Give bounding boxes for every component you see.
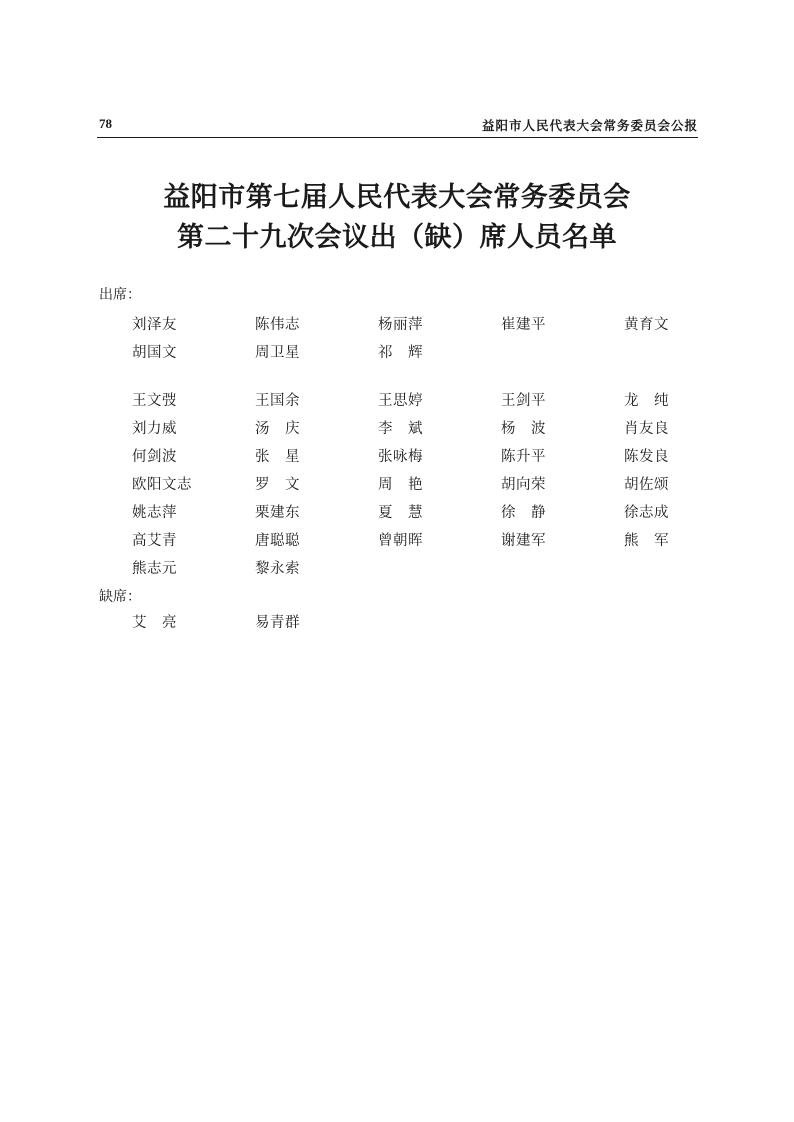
present-section-label: 出席： bbox=[99, 287, 141, 303]
attendee-name: 陈升平 bbox=[501, 448, 546, 465]
attendee-name: 胡国文 bbox=[132, 344, 177, 361]
attendee-name: 陈伟志 bbox=[255, 316, 300, 333]
attendee-name: 祁 辉 bbox=[378, 344, 423, 361]
absent-section-label: 缺席： bbox=[99, 589, 141, 605]
attendee-name: 罗 文 bbox=[255, 476, 300, 493]
attendee-name: 胡向荣 bbox=[501, 476, 546, 493]
attendee-name: 周 艳 bbox=[378, 476, 423, 493]
attendee-name: 杨 波 bbox=[501, 420, 546, 437]
attendee-name: 肖友良 bbox=[624, 420, 669, 437]
attendee-name: 谢建军 bbox=[501, 532, 546, 549]
attendee-name: 徐志成 bbox=[624, 504, 669, 521]
attendee-name: 张咏梅 bbox=[378, 448, 423, 465]
attendee-name: 杨丽萍 bbox=[378, 316, 423, 333]
attendee-name: 熊 军 bbox=[624, 532, 669, 549]
name-row bbox=[132, 525, 672, 553]
attendee-name: 艾 亮 bbox=[132, 614, 177, 631]
page-number: 78 bbox=[99, 116, 112, 131]
attendee-name: 黎永索 bbox=[255, 560, 300, 577]
attendee-name: 欧阳文志 bbox=[132, 476, 192, 493]
attendee-name: 高艾青 bbox=[132, 532, 177, 549]
attendee-name: 王文弢 bbox=[132, 392, 177, 409]
header-rule bbox=[97, 137, 698, 138]
running-header-title: 益阳市人民代表大会常务委员会公报 bbox=[481, 118, 698, 133]
document-title-line-1: 益阳市第七届人民代表大会常务委员会 bbox=[163, 182, 631, 213]
attendee-name: 黄育文 bbox=[624, 316, 669, 333]
attendee-name: 王国余 bbox=[255, 392, 300, 409]
name-row bbox=[132, 413, 672, 441]
attendee-name: 汤 庆 bbox=[255, 420, 300, 437]
present-names-group-2 bbox=[132, 385, 672, 581]
name-row bbox=[132, 309, 672, 337]
attendee-name: 王剑平 bbox=[501, 392, 546, 409]
name-row bbox=[132, 497, 672, 525]
document-title-line-2: 第二十九次会议出（缺）席人员名单 bbox=[177, 222, 617, 253]
absent-names-group bbox=[132, 607, 672, 635]
attendee-name: 周卫星 bbox=[255, 344, 300, 361]
attendee-name: 王思婷 bbox=[378, 392, 423, 409]
attendee-name: 李 斌 bbox=[378, 420, 423, 437]
name-row bbox=[132, 385, 672, 413]
attendee-name: 刘泽友 bbox=[132, 316, 177, 333]
name-row bbox=[132, 337, 672, 365]
name-row bbox=[132, 441, 672, 469]
attendee-name: 刘力威 bbox=[132, 420, 177, 437]
name-row bbox=[132, 553, 672, 581]
name-row bbox=[132, 469, 672, 497]
attendee-name: 何剑波 bbox=[132, 448, 177, 465]
attendee-name: 姚志萍 bbox=[132, 504, 177, 521]
name-row bbox=[132, 607, 672, 635]
attendee-name: 张 星 bbox=[255, 448, 300, 465]
attendee-name: 栗建东 bbox=[255, 504, 300, 521]
attendee-name: 易青群 bbox=[255, 614, 300, 631]
attendee-name: 崔建平 bbox=[501, 316, 546, 333]
attendee-name: 胡佐颂 bbox=[624, 476, 669, 493]
attendee-name: 曾朝晖 bbox=[378, 532, 423, 549]
present-names-group-1 bbox=[132, 309, 672, 365]
attendee-name: 陈发良 bbox=[624, 448, 669, 465]
attendee-name: 徐 静 bbox=[501, 504, 546, 521]
attendee-name: 熊志元 bbox=[132, 560, 177, 577]
attendee-name: 夏 慧 bbox=[378, 504, 423, 521]
attendee-name: 唐聪聪 bbox=[255, 532, 300, 549]
attendee-name: 龙 纯 bbox=[624, 392, 669, 409]
